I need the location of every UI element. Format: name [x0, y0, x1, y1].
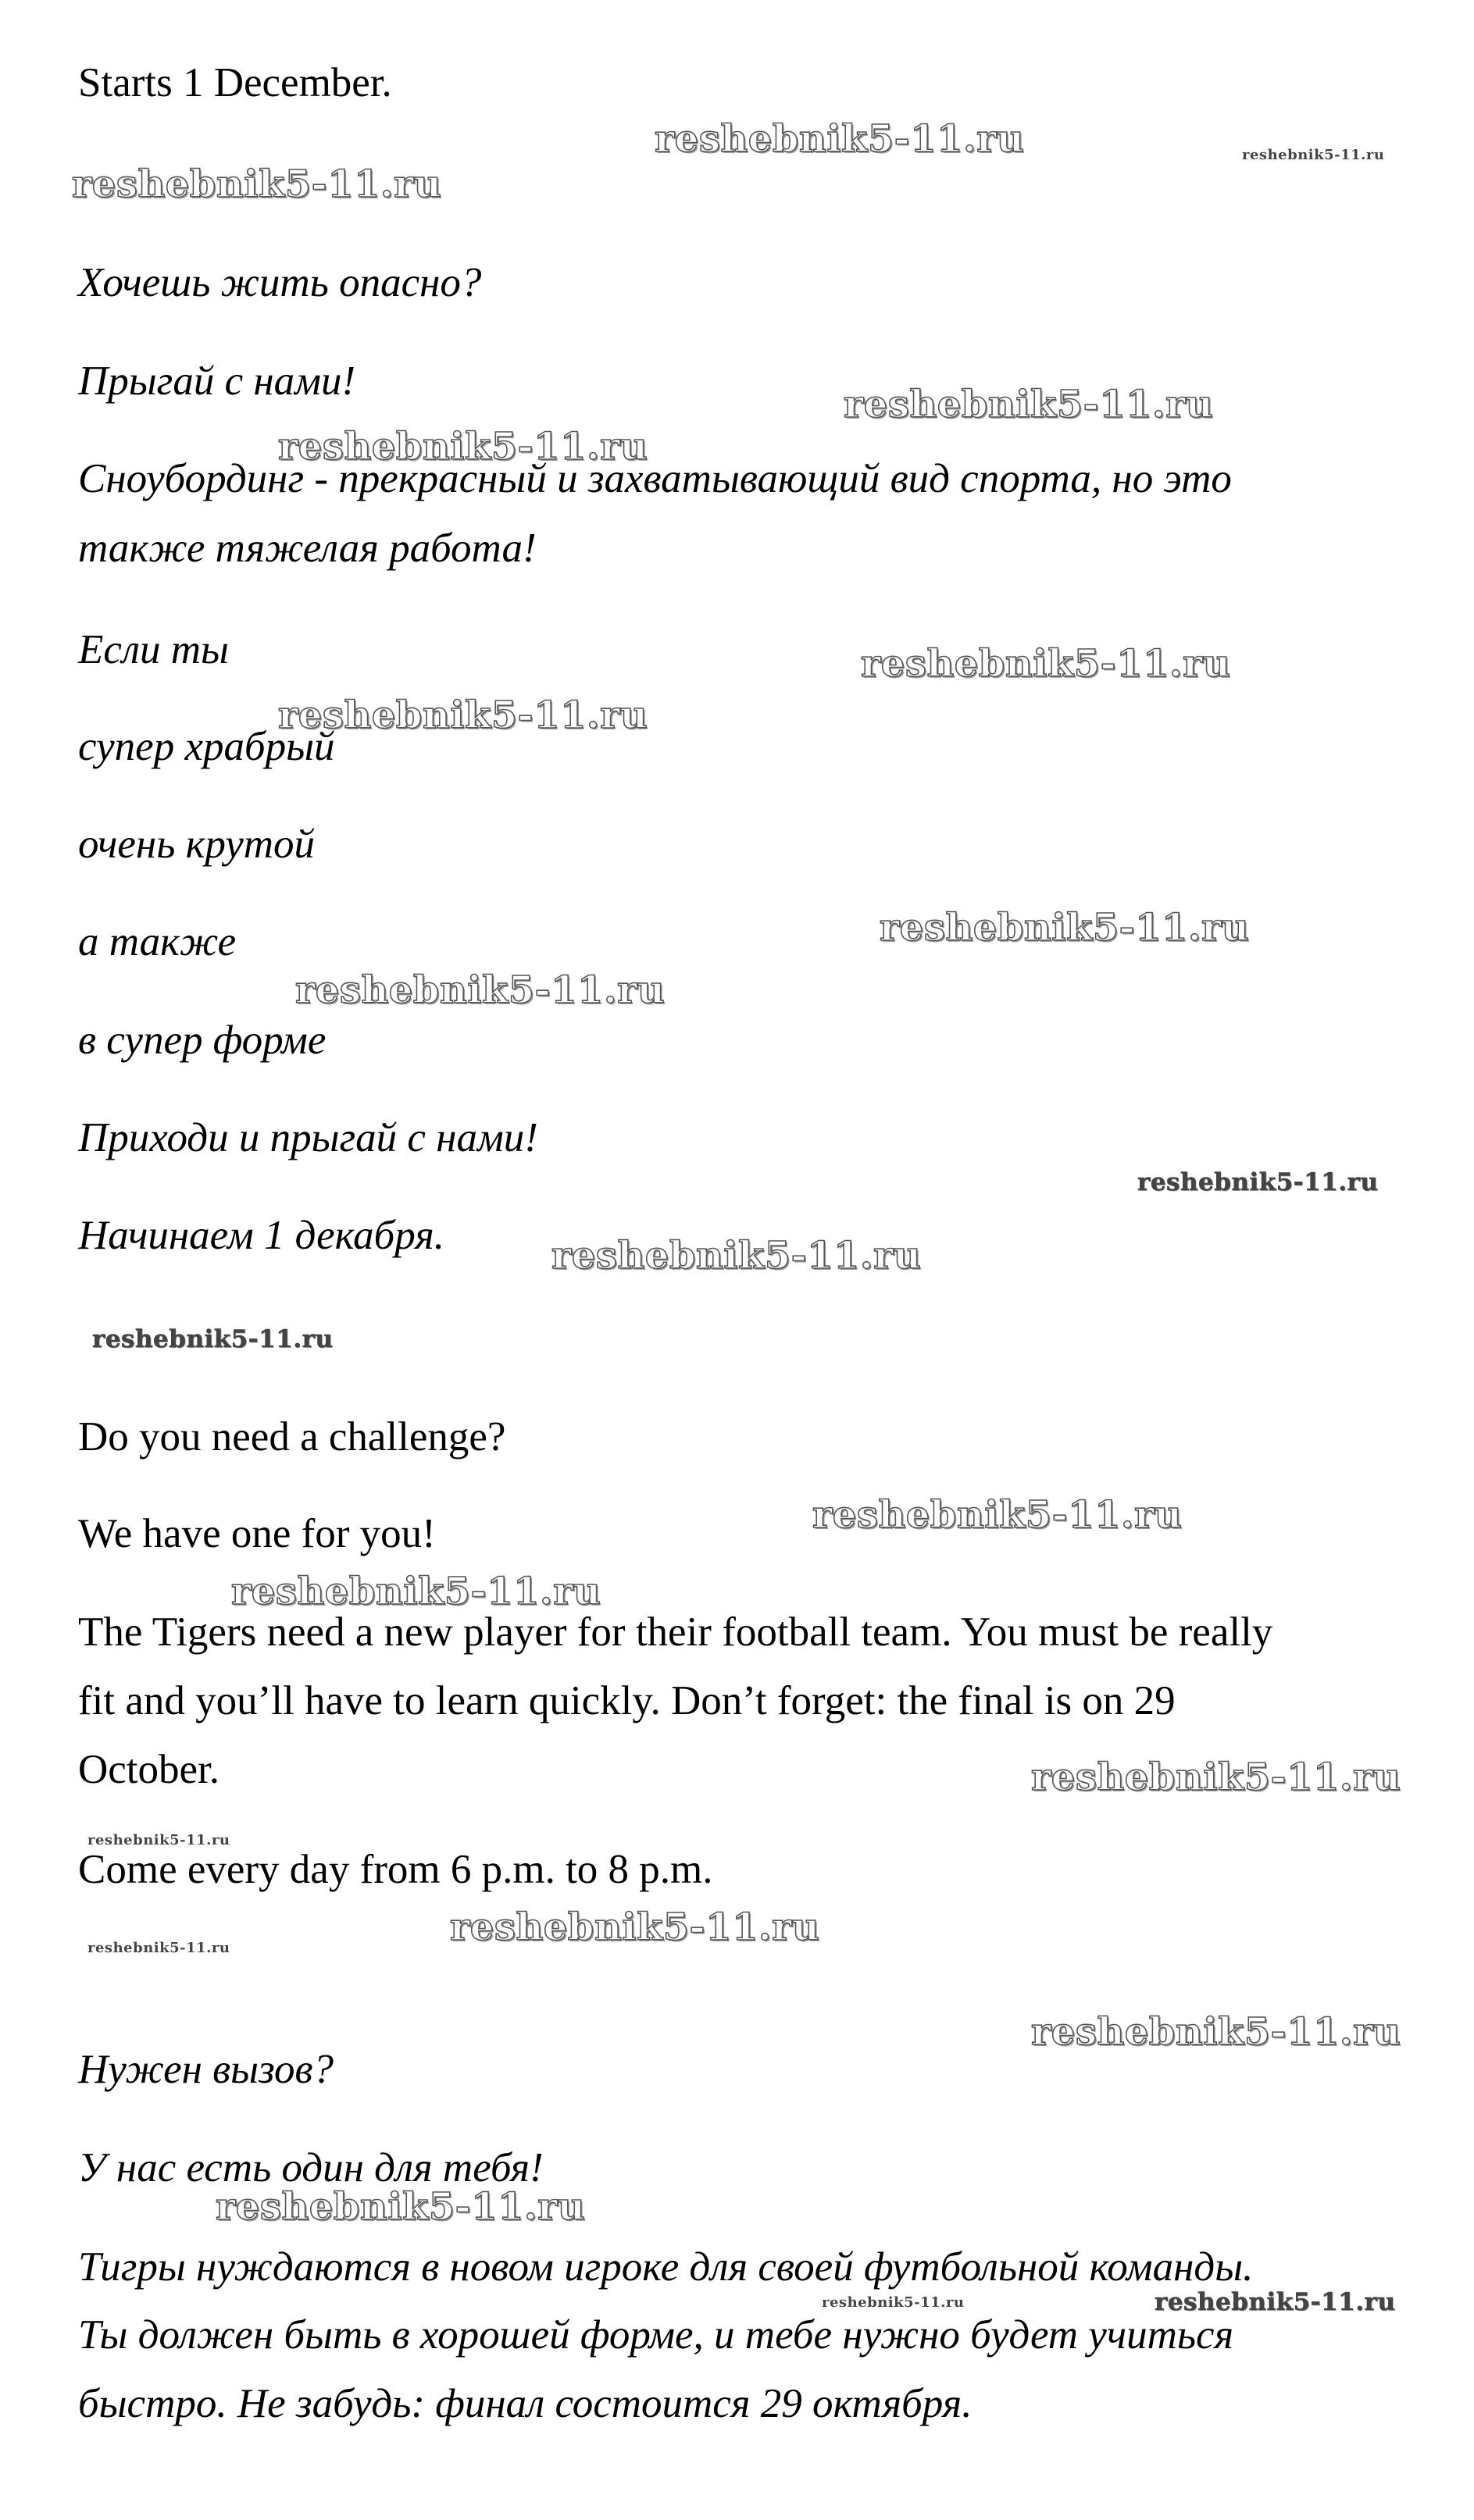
watermark: reshebnik5-11.ru [216, 2185, 586, 2229]
watermark: reshebnik5-11.ru [1242, 147, 1385, 163]
watermark: reshebnik5-11.ru [551, 1234, 922, 1278]
text-line: очень крутой [78, 822, 315, 867]
watermark: reshebnik5-11.ru [1137, 1168, 1379, 1196]
text-line: а также [78, 919, 237, 964]
watermark: reshebnik5-11.ru [844, 383, 1214, 426]
text-line: также тяжелая работа! [78, 526, 537, 571]
text-line: Тигры нуждаются в новом игроке для своей футбольной команды. [78, 2244, 1254, 2290]
text-line: Do you need a challenge? [78, 1414, 506, 1460]
watermark: reshebnik5-11.ru [278, 693, 648, 737]
watermark: reshebnik5-11.ru [72, 162, 442, 206]
watermark: reshebnik5-11.ru [87, 1832, 230, 1848]
text-line: Starts 1 December. [78, 60, 392, 105]
text-line: У нас есть один для тебя! [78, 2145, 544, 2190]
watermark: reshebnik5-11.ru [812, 1493, 1183, 1537]
text-line: Начинаем 1 декабря. [78, 1213, 444, 1258]
text-line: Come every day from 6 p.m. to 8 p.m. [78, 1847, 713, 1892]
text-line: Сноубординг - прекрасный и захватывающий вид спорта, но это [78, 456, 1232, 501]
watermark: reshebnik5-11.ru [1031, 2010, 1401, 2054]
watermark: reshebnik5-11.ru [278, 425, 648, 469]
watermark: reshebnik5-11.ru [861, 642, 1231, 686]
watermark: reshebnik5-11.ru [231, 1570, 601, 1613]
watermark: reshebnik5-11.ru [450, 1905, 820, 1949]
text-line: Ты должен быть в хорошей форме, и тебе нужно будет учиться [78, 2312, 1234, 2358]
watermark: reshebnik5-11.ru [1031, 1755, 1401, 1799]
text-line: быстро. Не забудь: финал состоится 29 октября. [78, 2381, 973, 2426]
watermark: reshebnik5-11.ru [295, 968, 666, 1012]
text-line: Нужен вызов? [78, 2047, 334, 2092]
watermark: reshebnik5-11.ru [92, 1325, 334, 1353]
text-line: We have one for you! [78, 1511, 436, 1556]
text-line: Хочешь жить опасно? [78, 260, 482, 305]
text-line: Если ты [78, 627, 229, 672]
text-line: Прыгай с нами! [78, 358, 356, 404]
watermark: reshebnik5-11.ru [655, 117, 1025, 161]
watermark: reshebnik5-11.ru [880, 906, 1250, 950]
text-line: The Tigers need a new player for their football team. You must be really [78, 1609, 1273, 1655]
text-line: Приходи и прыгай с нами! [78, 1115, 538, 1160]
text-line: October. [78, 1747, 220, 1792]
watermark: reshebnik5-11.ru [822, 2294, 965, 2311]
watermark: reshebnik5-11.ru [1155, 2288, 1396, 2316]
text-line: fit and you’ll have to learn quickly. Don’t forget: the final is on 29 [78, 1678, 1176, 1723]
text-line: в супер форме [78, 1018, 327, 1063]
watermark: reshebnik5-11.ru [87, 1940, 230, 1956]
text-line: супер храбрый [78, 724, 335, 769]
